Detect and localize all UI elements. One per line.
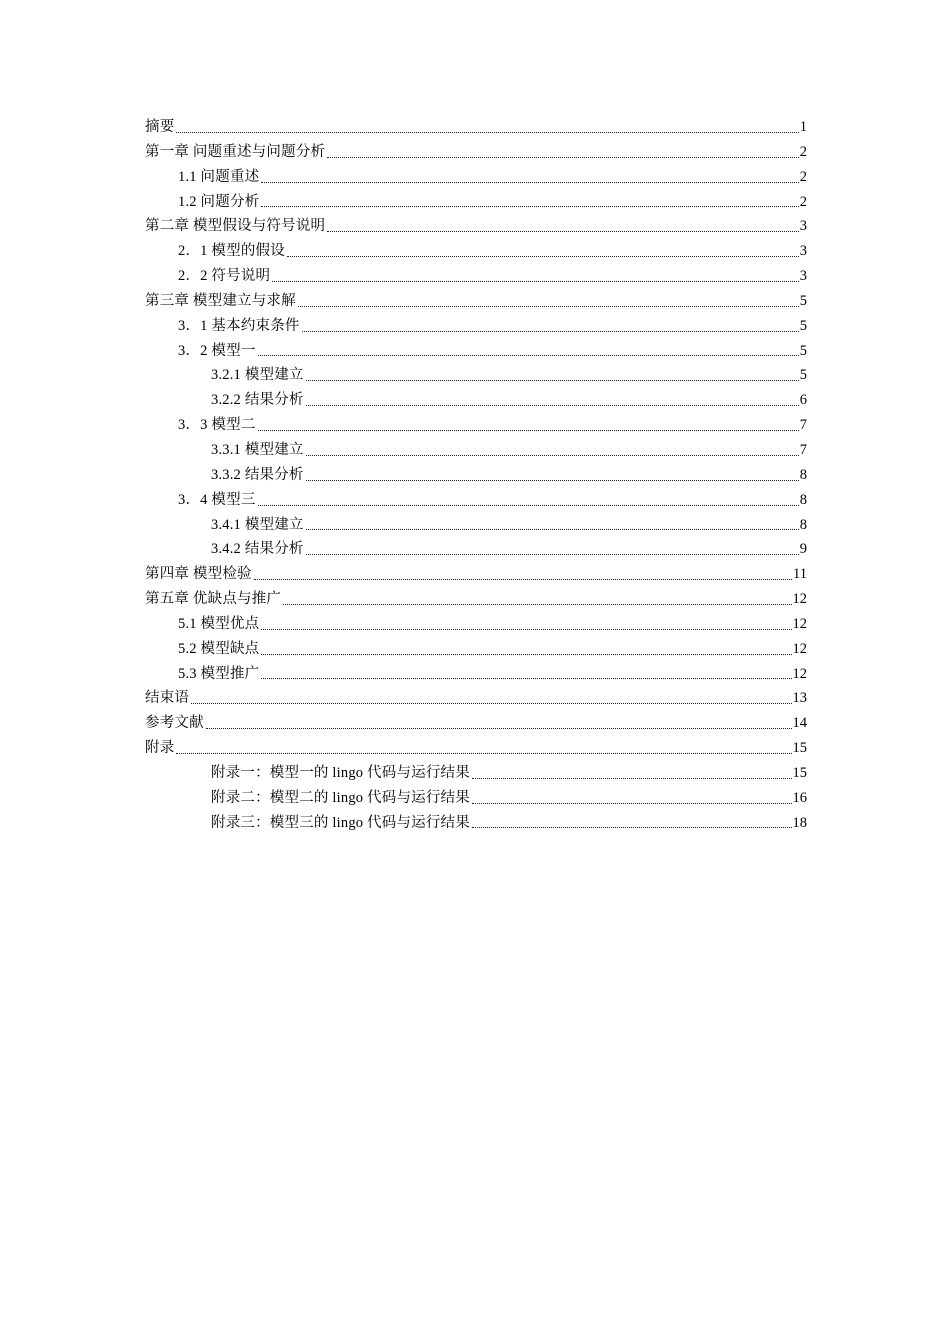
toc-dot-leader xyxy=(306,363,799,388)
toc-dot-leader xyxy=(176,115,798,140)
toc-entry-title: 2．2 符号说明 xyxy=(178,268,271,285)
toc-entry-title: 摘要 xyxy=(145,119,175,135)
toc-page-number: 9 xyxy=(799,541,807,558)
toc-page-number: 15 xyxy=(792,764,807,781)
toc-entry-title: 3.4.2 结果分析 xyxy=(211,541,304,558)
toc-page-number: 8 xyxy=(799,491,807,508)
toc-page-number: 7 xyxy=(799,441,807,458)
toc-dot-leader xyxy=(306,537,799,562)
toc-entry-title: 1.2 问题分析 xyxy=(178,193,260,210)
toc-entry[interactable] xyxy=(145,736,807,761)
toc-page-number: 5 xyxy=(799,342,807,359)
toc-page-number: 7 xyxy=(799,417,807,434)
toc-dot-leader xyxy=(472,761,792,786)
toc-entry[interactable] xyxy=(145,686,807,711)
toc-entry-title: 第三章 模型建立与求解 xyxy=(145,292,296,309)
toc-dot-leader xyxy=(261,612,791,637)
toc-entry[interactable] xyxy=(145,115,807,140)
toc-entry[interactable] xyxy=(145,463,807,488)
toc-entry-title: 3.2.2 结果分析 xyxy=(211,392,304,409)
toc-entry-title: 3．2 模型一 xyxy=(178,342,256,359)
toc-entry[interactable] xyxy=(145,587,807,612)
toc-entry[interactable] xyxy=(145,513,807,538)
toc-page-number: 11 xyxy=(793,566,807,583)
toc-page-number: 5 xyxy=(799,367,807,384)
toc-entry[interactable] xyxy=(145,761,807,786)
toc-entry[interactable] xyxy=(145,239,807,264)
toc-dot-leader xyxy=(472,786,792,811)
toc-entry-title: 附录三：模型三的 lingo 代码与运行结果 xyxy=(211,814,470,831)
toc-dot-leader xyxy=(261,637,791,662)
toc-entry-title: 3．3 模型二 xyxy=(178,417,256,434)
toc-dot-leader xyxy=(306,388,799,413)
toc-page-number: 2 xyxy=(799,143,807,160)
toc-page-number: 3 xyxy=(799,218,807,235)
toc-entry[interactable] xyxy=(145,214,807,239)
toc-entry[interactable] xyxy=(145,637,807,662)
toc-dot-leader xyxy=(306,513,799,538)
toc-page-number: 8 xyxy=(799,516,807,533)
toc-entry-title: 3．1 基本约束条件 xyxy=(178,317,300,334)
table-of-contents xyxy=(145,115,807,835)
toc-entry-title: 附录二：模型二的 lingo 代码与运行结果 xyxy=(211,789,470,806)
toc-dot-leader xyxy=(258,339,799,364)
toc-page-number: 16 xyxy=(792,789,807,806)
toc-entry-title: 1.1 问题重述 xyxy=(178,168,260,185)
toc-entry[interactable] xyxy=(145,339,807,364)
toc-entry[interactable] xyxy=(145,363,807,388)
toc-entry-title: 附录一：模型一的 lingo 代码与运行结果 xyxy=(211,764,470,781)
toc-dot-leader xyxy=(176,736,791,761)
toc-dot-leader xyxy=(261,662,791,687)
toc-entry[interactable] xyxy=(145,165,807,190)
toc-dot-leader xyxy=(298,289,799,314)
toc-page-number: 3 xyxy=(799,268,807,285)
toc-page-number: 5 xyxy=(799,317,807,334)
toc-entry-title: 参考文献 xyxy=(145,715,204,732)
toc-entry[interactable] xyxy=(145,711,807,736)
toc-entry-title: 结束语 xyxy=(145,690,190,707)
toc-dot-leader xyxy=(287,239,799,264)
toc-entry-title: 3．4 模型三 xyxy=(178,491,256,508)
toc-entry[interactable] xyxy=(145,438,807,463)
toc-page-number: 12 xyxy=(792,665,807,682)
toc-dot-leader xyxy=(191,686,791,711)
toc-entry-title: 第四章 模型检验 xyxy=(145,566,252,583)
toc-entry[interactable] xyxy=(145,190,807,215)
toc-page-number: 8 xyxy=(799,466,807,483)
toc-dot-leader xyxy=(327,140,799,165)
toc-entry-title: 2．1 模型的假设 xyxy=(178,243,285,260)
toc-page-number: 3 xyxy=(799,243,807,260)
toc-entry-title: 附录 xyxy=(145,740,175,757)
toc-page-number: 12 xyxy=(792,640,807,657)
toc-entry-title: 5.2 模型缺点 xyxy=(178,640,260,657)
toc-entry[interactable] xyxy=(145,612,807,637)
toc-entry[interactable] xyxy=(145,537,807,562)
toc-page-number: 12 xyxy=(792,615,807,632)
toc-dot-leader xyxy=(258,488,799,513)
toc-dot-leader xyxy=(327,214,799,239)
toc-dot-leader xyxy=(472,811,792,836)
toc-entry[interactable] xyxy=(145,786,807,811)
toc-entry-title: 3.3.1 模型建立 xyxy=(211,441,304,458)
toc-entry-title: 5.3 模型推广 xyxy=(178,665,260,682)
toc-entry[interactable] xyxy=(145,289,807,314)
toc-entry-title: 5.1 模型优点 xyxy=(178,615,260,632)
toc-entry-title: 3.4.1 模型建立 xyxy=(211,516,304,533)
toc-entry[interactable] xyxy=(145,264,807,289)
toc-page-number: 2 xyxy=(799,193,807,210)
toc-entry[interactable] xyxy=(145,140,807,165)
toc-page-number: 18 xyxy=(792,814,807,831)
toc-entry[interactable] xyxy=(145,314,807,339)
toc-entry[interactable] xyxy=(145,388,807,413)
toc-dot-leader xyxy=(261,165,798,190)
toc-dot-leader xyxy=(302,314,799,339)
toc-dot-leader xyxy=(206,711,792,736)
toc-dot-leader xyxy=(283,587,791,612)
toc-page-number: 2 xyxy=(799,168,807,185)
toc-entry-title: 3.2.1 模型建立 xyxy=(211,367,304,384)
toc-entry-title: 第二章 模型假设与符号说明 xyxy=(145,218,326,235)
toc-entry[interactable] xyxy=(145,662,807,687)
toc-dot-leader xyxy=(306,438,799,463)
toc-entry[interactable] xyxy=(145,562,807,587)
toc-entry-title: 第五章 优缺点与推广 xyxy=(145,591,282,608)
toc-page-number: 12 xyxy=(792,591,807,608)
toc-page-number: 13 xyxy=(792,690,807,707)
toc-page-number: 1 xyxy=(799,119,807,135)
toc-page-number: 6 xyxy=(799,392,807,409)
toc-entry[interactable] xyxy=(145,811,807,836)
toc-dot-leader xyxy=(258,413,799,438)
toc-entry[interactable] xyxy=(145,488,807,513)
toc-dot-leader xyxy=(261,190,798,215)
toc-entry-title: 3.3.2 结果分析 xyxy=(211,466,304,483)
toc-entry-title: 第一章 问题重述与问题分析 xyxy=(145,143,326,160)
toc-dot-leader xyxy=(306,463,799,488)
toc-page-number: 14 xyxy=(792,715,807,732)
toc-dot-leader xyxy=(272,264,799,289)
toc-page-number: 5 xyxy=(799,292,807,309)
toc-dot-leader xyxy=(254,562,792,587)
toc-page-number: 15 xyxy=(792,740,807,757)
toc-entry[interactable] xyxy=(145,413,807,438)
